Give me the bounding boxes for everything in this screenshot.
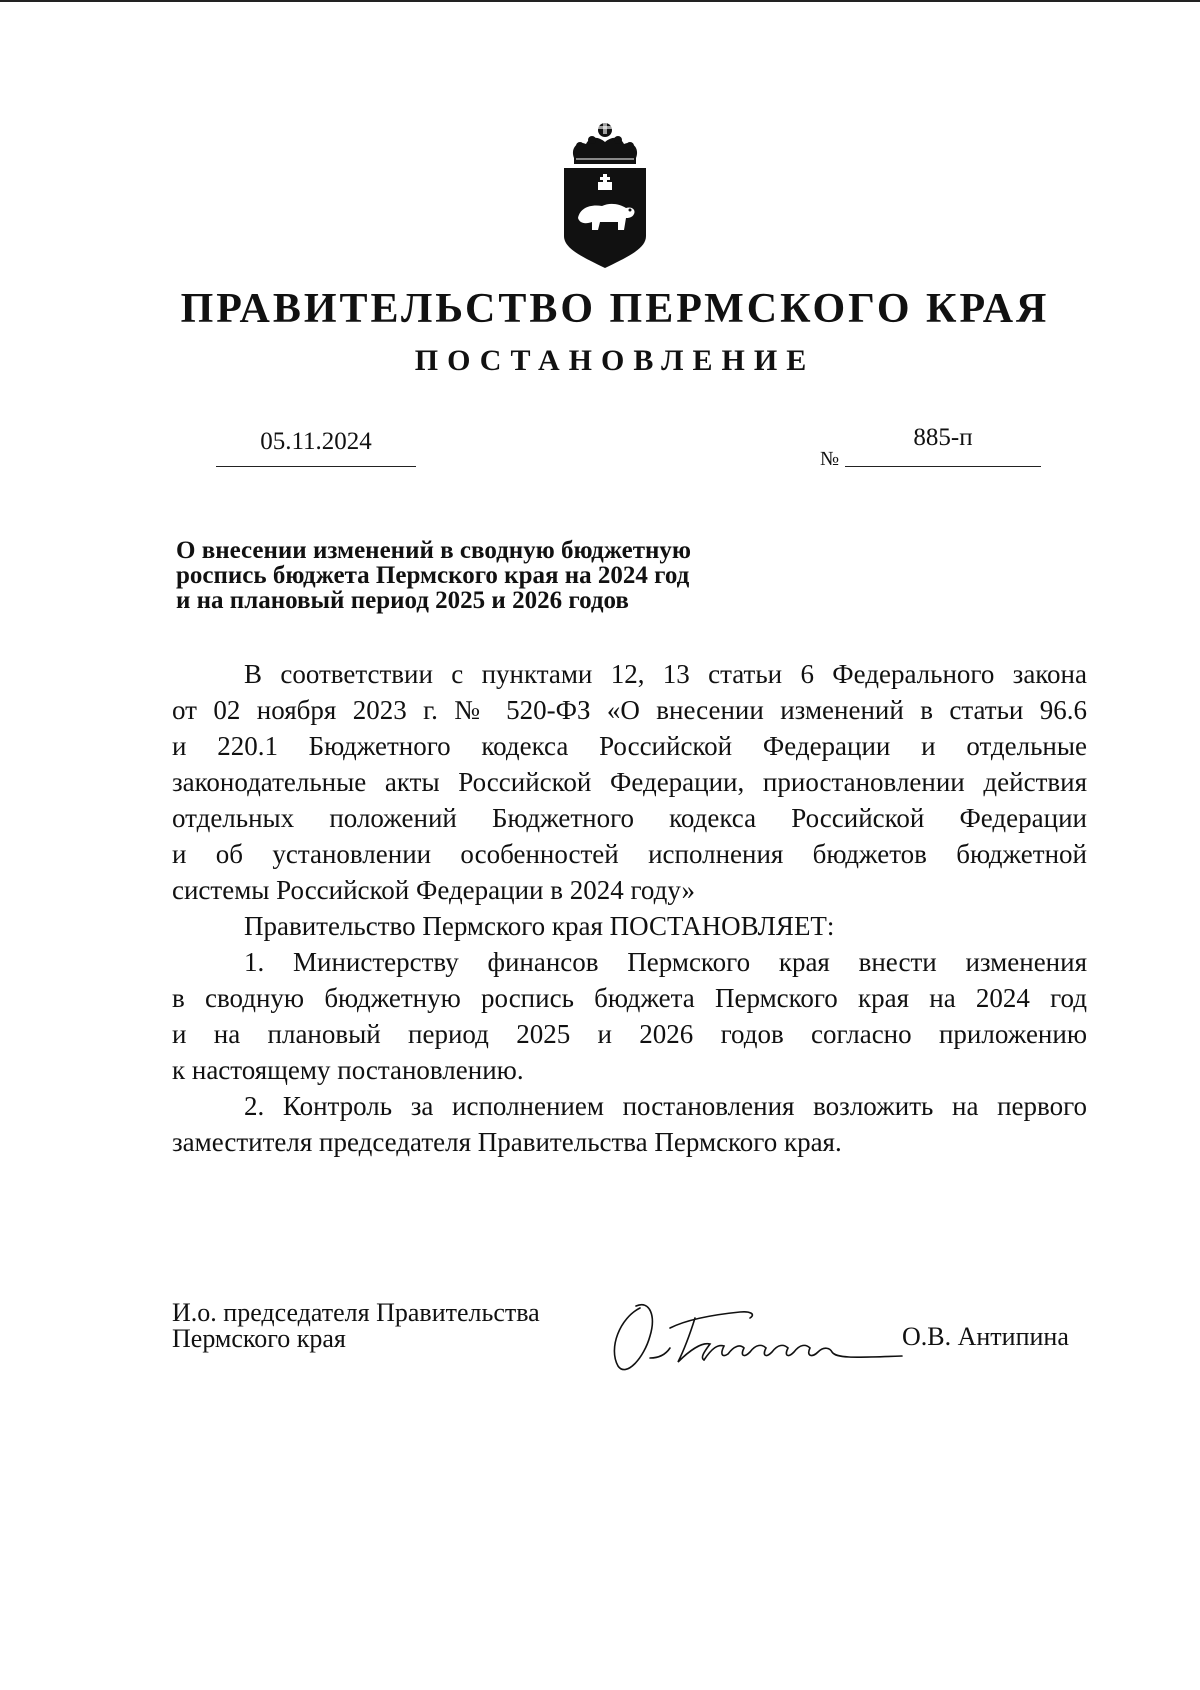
item-1-line: к настоящему постановлению.	[172, 1055, 524, 1085]
preamble-line: системы Российской Федерации в 2024 году»	[172, 875, 696, 905]
top-edge-line	[0, 0, 1200, 2]
preamble-line: отдельных положений Бюджетного кодекса Российской Федерации	[172, 803, 1087, 833]
item-2-line: 2. Контроль за исполнением постановления возложить на первого	[244, 1091, 1087, 1121]
government-title: ПРАВИТЕЛЬСТВО ПЕРМСКОГО КРАЯ	[180, 286, 1050, 332]
item-1-line: в сводную бюджетную роспись бюджета Пермского края на 2024 год	[172, 983, 1087, 1013]
preamble-line: и об установлении особенностей исполнения бюджетов бюджетной	[172, 839, 1087, 869]
document-type-title: ПОСТАНОВЛЕНИЕ	[414, 344, 816, 377]
preamble-line: и 220.1 Бюджетного кодекса Российской Федерации и отдельные	[172, 731, 1087, 761]
signer-name: О.В. Антипина	[902, 1322, 1069, 1351]
item-1-line: и на плановый период 2025 и 2026 годов согласно приложению	[172, 1019, 1087, 1049]
decree-number: 885-п	[913, 424, 973, 451]
subject-line: роспись бюджета Пермского края на 2024 год	[176, 562, 690, 589]
preamble-line: от 02 ноября 2023 г. № 520-ФЗ «О внесении изменений в статьи 96.6	[172, 695, 1087, 725]
item-2-line: заместителя председателя Правительства Пермского края.	[172, 1127, 842, 1157]
item-1-line: 1. Министерству финансов Пермского края внести изменения	[244, 947, 1087, 977]
signer-position-line: Пермского края	[172, 1324, 346, 1353]
resolves-line: Правительство Пермского края ПОСТАНОВЛЯЕТ:	[244, 911, 835, 941]
coat-of-arms-icon	[560, 118, 650, 270]
number-underline	[845, 466, 1041, 467]
number-sign: №	[820, 448, 840, 470]
preamble-line: В соответствии с пунктами 12, 13 статьи 6 Федерального закона	[244, 659, 1087, 689]
subject-line: О внесении изменений в сводную бюджетную	[176, 537, 692, 564]
handwritten-signature-icon	[600, 1288, 910, 1378]
signer-position-line: И.о. председателя Правительства	[172, 1298, 540, 1327]
signer-position	[172, 1300, 540, 1352]
subject-line: и на плановый период 2025 и 2026 годов	[176, 587, 629, 614]
decree-subject	[176, 538, 816, 613]
decree-date: 05.11.2024	[260, 428, 372, 455]
date-underline	[216, 466, 416, 467]
decree-body	[172, 656, 1087, 1160]
preamble-line: законодательные акты Российской Федерации, приостановлении действия	[172, 767, 1087, 797]
